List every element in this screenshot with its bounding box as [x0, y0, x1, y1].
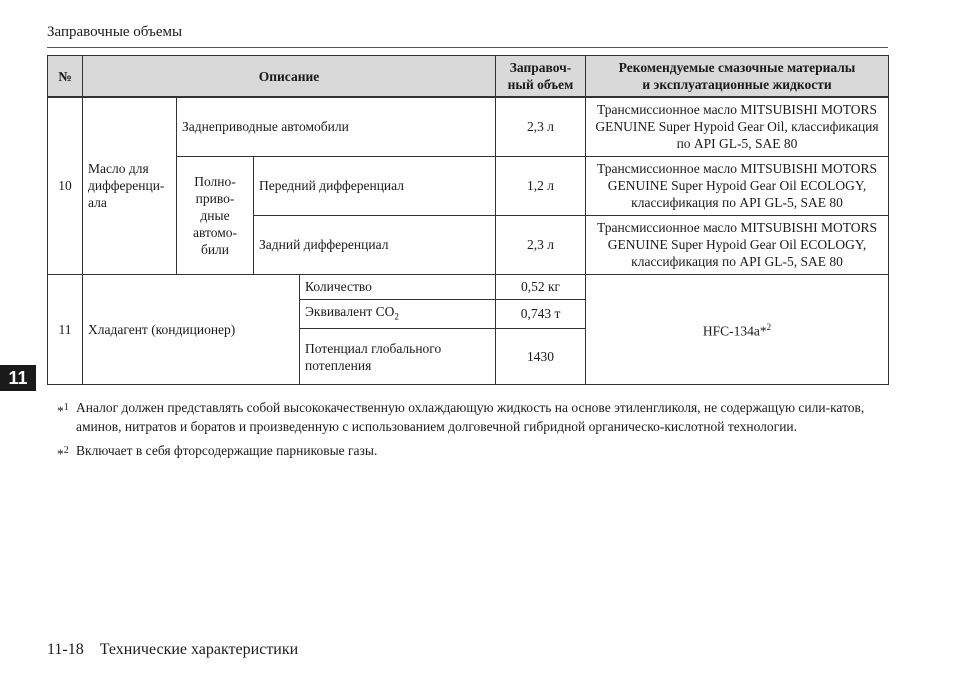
row11-co2-label: Эквивалент $CO_2$	[300, 299, 496, 329]
header-recommended: Рекомендуемые смазочные материалы и эксплуатационные жидкости	[586, 56, 889, 98]
row11-quantity-label: Количество	[300, 274, 496, 299]
footnote-1-text: Аналог должен представлять собой высококачественную охлаждающую жидкость на основе этиленгликоля, не содержащую сили-катов, аминов, нитратов и боратов и произведенную с использованием долговечной гибридной органическо-кислотной технологии.	[76, 400, 865, 434]
section-title: Технические характеристики	[99, 641, 299, 658]
row10-front-spec: Трансмиссионное масло MITSUBISHI MOTORS GENUINE Super Hypoid Gear Oil ECOLOGY, классификация по API GL-5, SAE 80	[586, 156, 889, 215]
header-num: №	[48, 56, 83, 98]
row10-rear-spec: Трансмиссионное масло MITSUBISHI MOTORS GENUINE Super Hypoid Gear Oil ECOLOGY, классификация по API GL-5, SAE 80	[586, 215, 889, 274]
footnote-1-mark: *$^1$	[57, 402, 69, 419]
footnote-1	[57, 398, 892, 436]
header-volume: Заправоч- ный объем	[496, 56, 586, 98]
row10-name: Масло для дифференци-ала	[83, 97, 177, 274]
header-description: Описание	[83, 56, 496, 98]
footnote-2-text: Включает в себя фторсодержащие парниковые газы.	[76, 443, 378, 458]
row11-quantity-value: 0,52 кг	[496, 274, 586, 299]
row10-rear-label: Задний дифференциал	[254, 215, 496, 274]
page-header-title: Заправочные объемы	[47, 24, 183, 40]
footnote-2	[57, 441, 892, 460]
page-footer	[47, 641, 298, 659]
chapter-tab: 11	[0, 365, 36, 391]
table-header-row	[48, 56, 889, 98]
row11-gwp-value: 1430	[496, 329, 586, 385]
row10-rwd-spec: Трансмиссионное масло MITSUBISHI MOTORS GENUINE Super Hypoid Gear Oil, классификация по API GL-5, SAE 80	[586, 97, 889, 156]
capacities-table	[47, 55, 889, 385]
row10-front-volume: 1,2 л	[496, 156, 586, 215]
row10-rear-volume: 2,3 л	[496, 215, 586, 274]
footnote-2-mark: *$^2$	[57, 445, 69, 462]
row10-rwd-label: Заднеприводные автомобили	[177, 97, 496, 156]
header-rule	[47, 47, 888, 48]
page-number: 11-18	[47, 641, 84, 658]
row10-awd-label: Полно-приво-дные автомо-били	[177, 156, 254, 274]
row11-gwp-label: Потенциал глобального потепления	[300, 329, 496, 385]
row10-rwd-volume: 2,3 л	[496, 97, 586, 156]
row11-co2-value: 0,743 т	[496, 299, 586, 329]
row11-num: 11	[48, 274, 83, 385]
footnotes	[57, 398, 892, 465]
row10-num: 10	[48, 97, 83, 274]
table-row	[48, 274, 889, 299]
row11-name: Хладагент (кондиционер)	[83, 274, 300, 385]
row11-refrigerant: HFC-134a*$^2$	[586, 274, 889, 385]
table-row	[48, 97, 889, 156]
row10-front-label: Передний дифференциал	[254, 156, 496, 215]
